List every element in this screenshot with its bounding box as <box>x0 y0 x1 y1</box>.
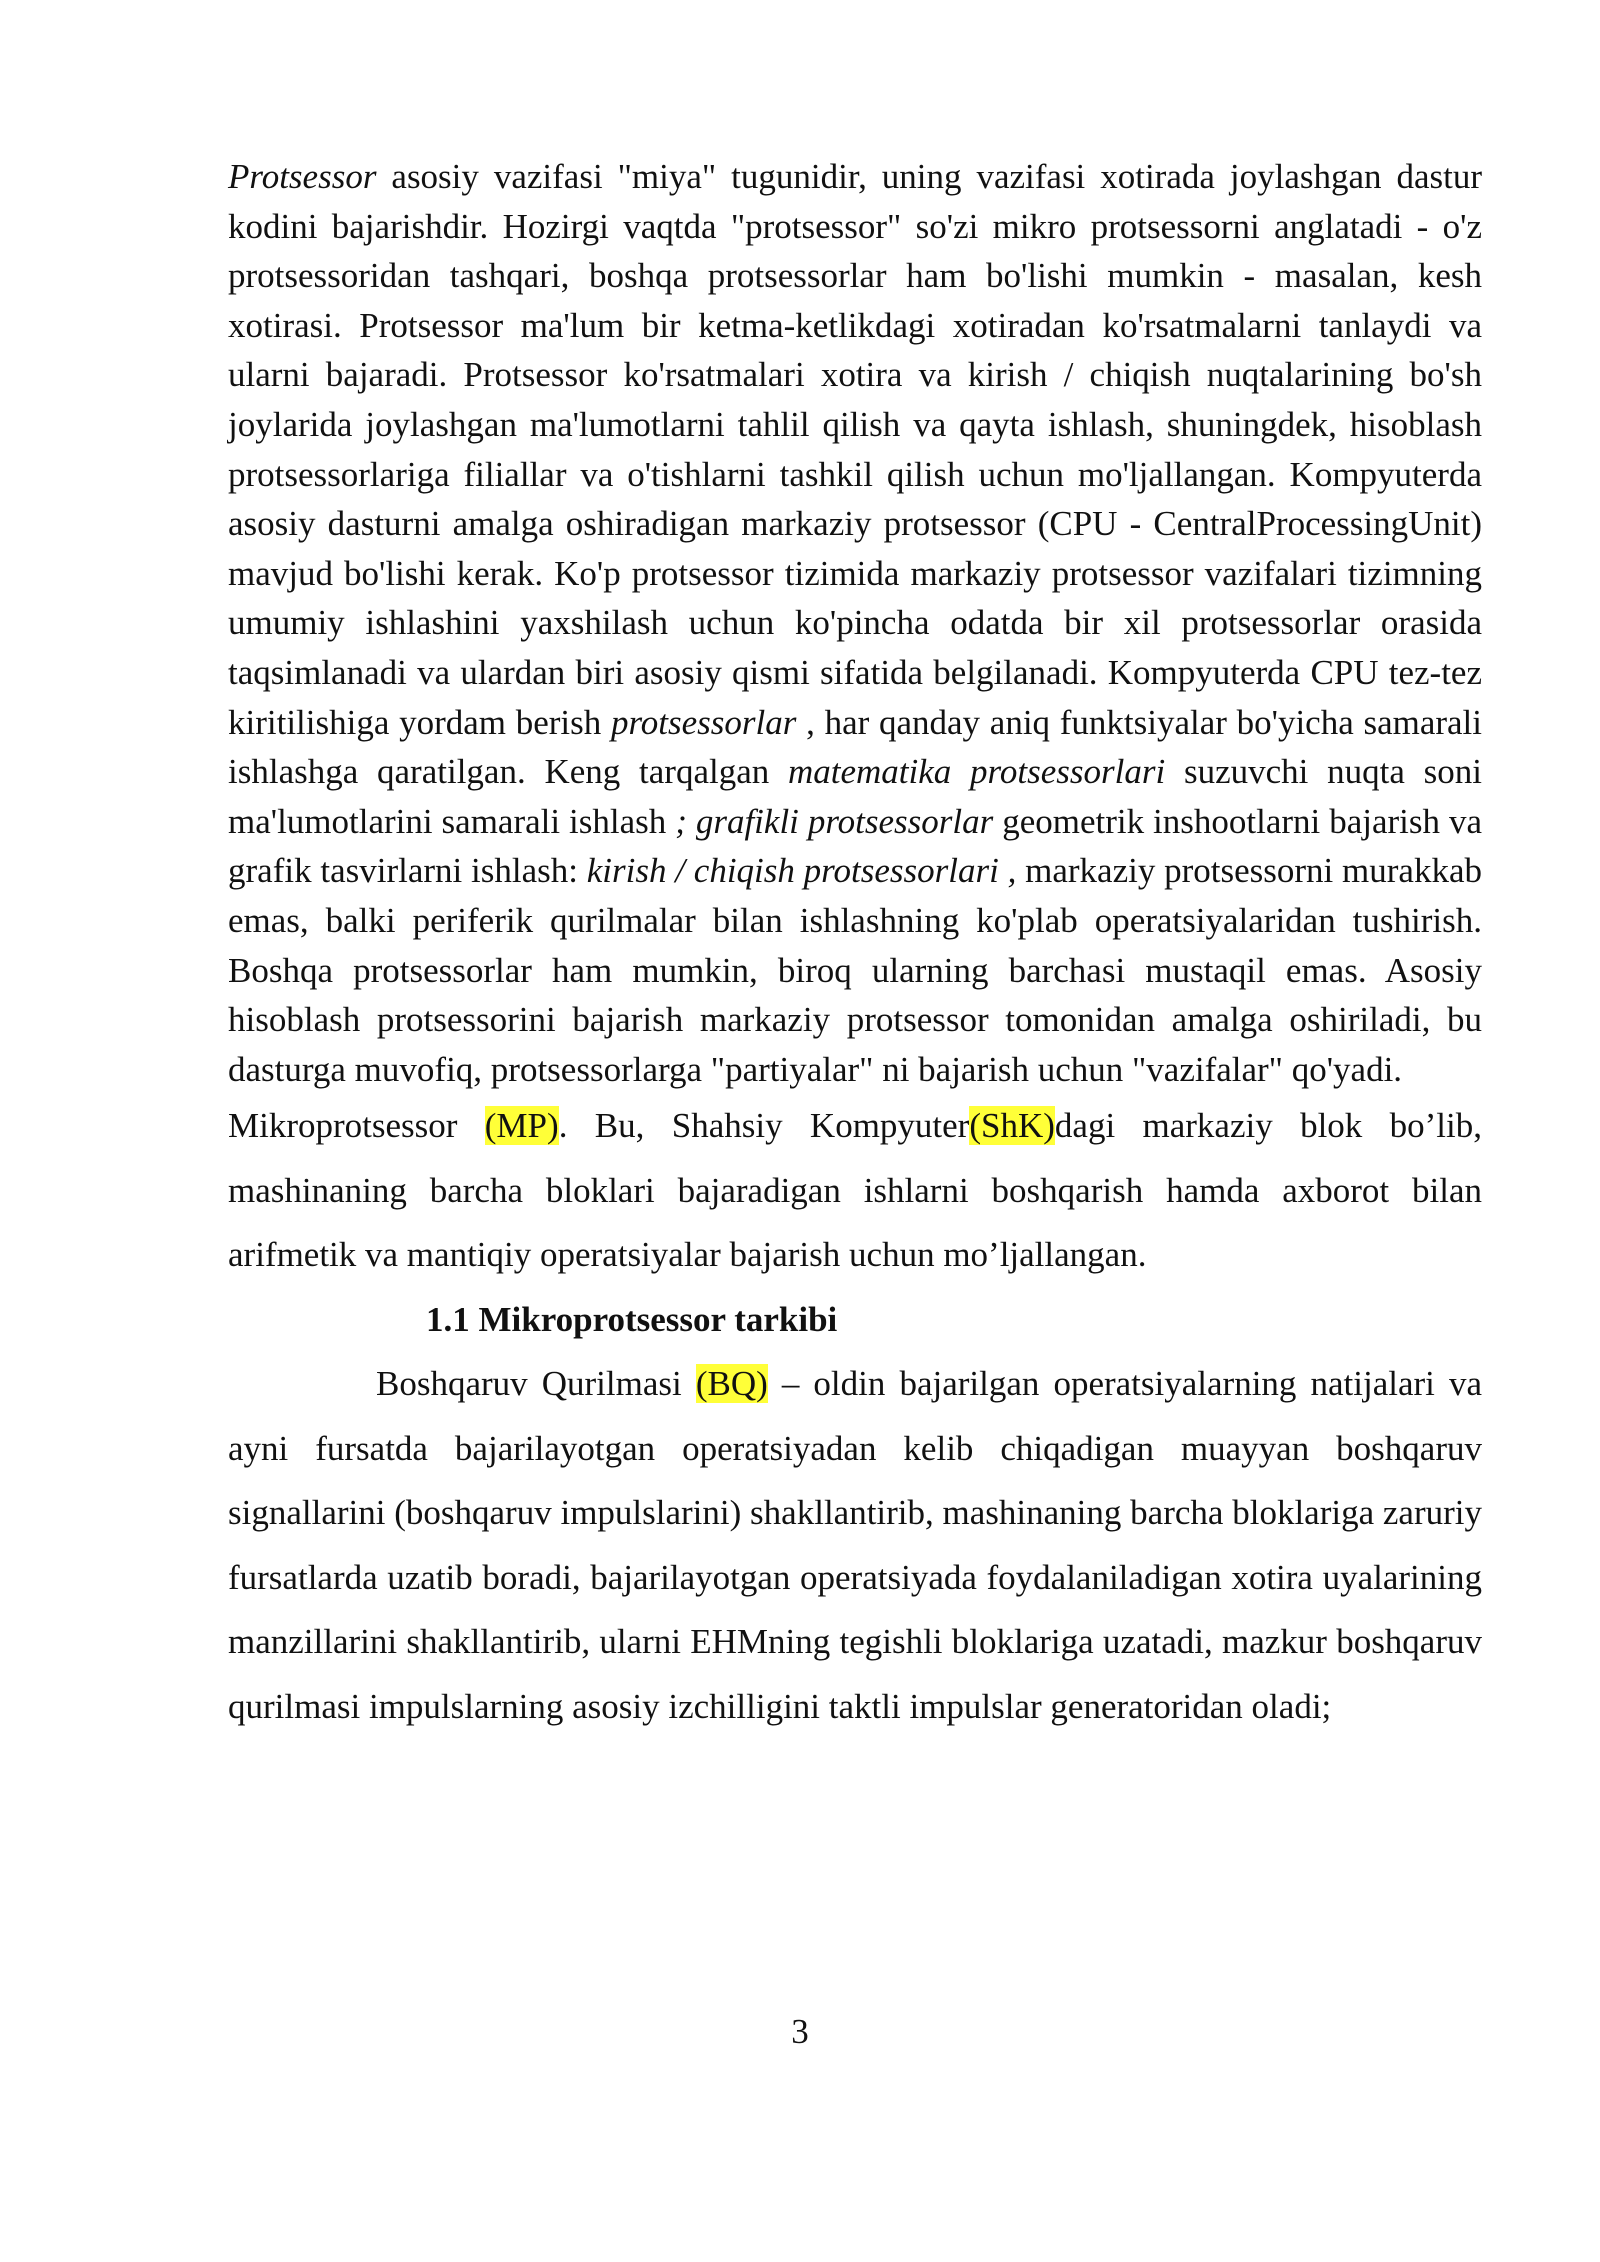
mp-text-3: dagi markaziy blok bo’lib, mashinaning barcha bloklari bajaradigan ishlarni boshqarish hamda axborot bilan arifmetik va mantiqiy operatsiyalar bajarish uchun mo’ljallangan. <box>228 1106 1482 1275</box>
intro-text-3: suzuvchi nuqta soni ma'lumotlarini samarali ishlash <box>228 752 1482 841</box>
intro-italic-math: matematika protsessorlari <box>788 752 1166 792</box>
highlight-bq: (BQ) <box>695 1364 768 1404</box>
highlight-mp: (MP) <box>484 1106 559 1146</box>
highlight-shk: (ShK) <box>969 1106 1055 1146</box>
page-number: 3 <box>791 2012 809 2051</box>
intro-text-4: geometrik inshootlarni bajarish va grafik tasvirlarni ishlash: <box>228 801 1482 891</box>
mp-text-1: Mikroprotsessor <box>228 1106 485 1146</box>
intro-lead-italic: Protsessor <box>228 157 377 196</box>
intro-text-2: , har qanday aniq funktsiyalar bo'yicha samarali ishlashga qaratilgan. Keng tarqalgan <box>228 702 1483 792</box>
intro-italic-io: kirish / chiqish protsessorlari , <box>586 851 1017 891</box>
bq-text-1: Boshqaruv Qurilmasi <box>376 1364 696 1404</box>
intro-text-1: asosiy vazifasi "miya" tugunidir, uning vazifasi xotirada joylashgan dastur kodini bajarishdir. Hozirgi vaqtda "protsessor" so'zi mikro protsessorni anglatadi - o'z protsessoridan tashqari, boshqa protsessorlar ham bo'lishi mumkin - masalan, kesh xotirasi. Protsessor ma'lum bir ketma-ketlikdagi xotiradan ko'rsatmalarni tanlaydi va ularni bajaradi. Protsessor ko'rsatmalari xotira va kirish / chiqish nuqtalarining bo'sh joylarida joylashgan ma'lumotlarni tahlil qilish va qayta ishlash, shuningdek, hisoblash protsessorlariga filiallar va o'tishlarni tashkil qilish uchun mo'ljallangan. Kompyuterda asosiy dasturni amalga oshiradigan markaziy protsessor (CPU - CentralProcessingUnit) mavjud bo'lishi kerak. Ko'p protsessor tizimida markaziy protsessor vazifalari tizimning umumiy ishlashini yaxshilash uchun ko'pincha odatda bir xil protsessorlar orasida taqsimlanadi va ulardan biri asosiy qismi sifatida belgilanadi. Kompyuterda CPU tez-tez kiritilishiga yordam berish <box>228 157 1482 742</box>
intro-italic-protsessorlar: protsessorlar <box>610 702 797 742</box>
mp-text-2: . Bu, Shahsiy Kompyuter <box>558 1106 970 1146</box>
page-body <box>228 148 1482 1740</box>
intro-text-5: markaziy protsessorni murakkab emas, balki periferik qurilmalar bilan ishlashning ko'plab operatsiyalaridan tushirish. Boshqa protsessorlar ham mumkin, biroq ularning barchasi mustaqil emas. Asosiy hisoblash protsessorini bajarish markaziy protsessor tomonidan amalga oshiriladi, bu dasturga muvofiq, protsessorlarga "partiyalar" ni bajarish uchun "vazifalar" qo'yadi. <box>228 851 1483 1089</box>
intro-italic-graphics: ; grafikli protsessorlar <box>675 801 994 841</box>
mp-paragraph <box>228 1094 1482 1288</box>
intro-paragraph <box>228 152 1482 1094</box>
bq-paragraph <box>228 1352 1482 1740</box>
section-heading: 1.1 Mikroprotsessor tarkibi <box>426 1300 838 1340</box>
bq-text-2: – oldin bajarilgan operatsiyalarning natijalari va ayni fursatda bajarilayotgan operatsiyadan kelib chiqadigan muayyan boshqaruv signallarini (boshqaruv impulslarini) shakllantirib, mashinaning barcha bloklariga zaruriy fursatlarda uzatib boradi, bajarilayotgan operatsiyada foydalaniladigan xotira uyalarining manzillarini shakllantirib, ularni EHMning tegishli bloklariga uzatadi, mazkur boshqaruv qurilmasi impulslarning asosiy izchilligini taktli impulslar generatoridan oladi; <box>228 1364 1483 1727</box>
